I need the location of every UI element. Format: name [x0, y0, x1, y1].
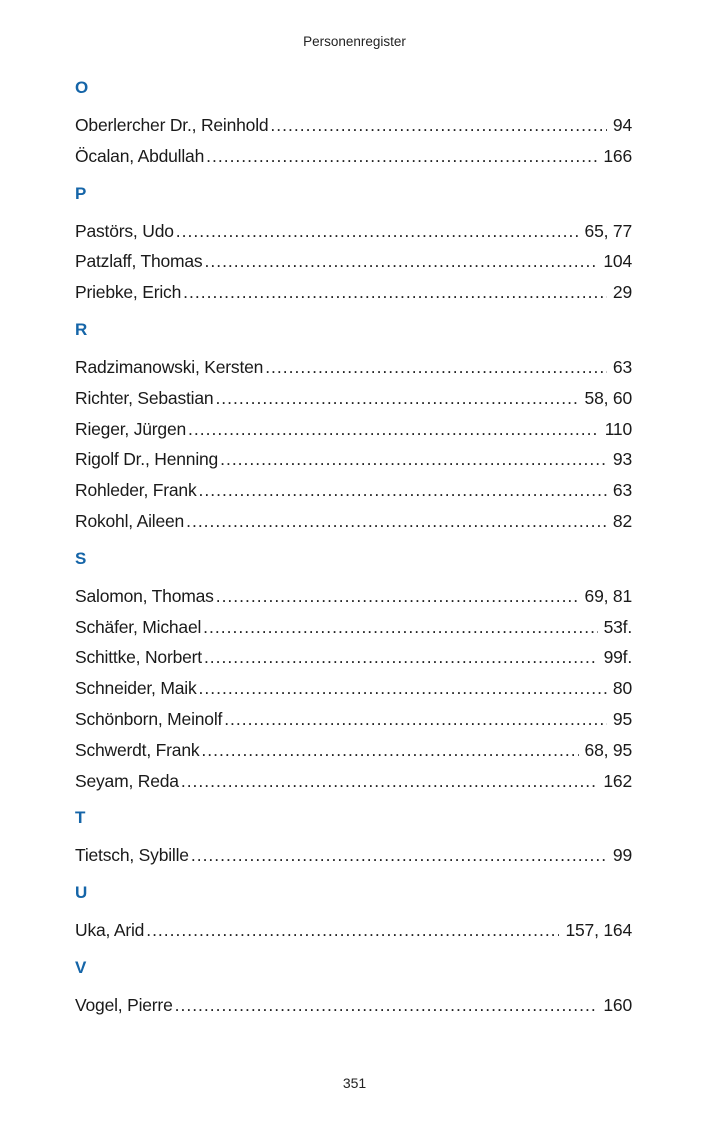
entry-pages: 63 [612, 356, 632, 377]
index-entry [75, 475, 632, 506]
index-entry [75, 704, 632, 735]
dot-leader [220, 444, 607, 475]
index-entry [75, 110, 632, 141]
index-entry [75, 352, 632, 383]
entry-pages: 58, 60 [584, 387, 632, 408]
entry-name: Richter, Sebastian [75, 387, 214, 408]
entry-name: Tietsch, Sybille [75, 845, 189, 866]
page-number: 351 [342, 1075, 367, 1091]
index-entry [75, 277, 632, 308]
index-entry [75, 990, 632, 1021]
dot-leader [216, 581, 579, 612]
entry-pages: 157, 164 [565, 920, 632, 941]
entry-name: Pastörs, Udo [75, 220, 174, 241]
entry-pages: 95 [612, 708, 632, 729]
index-entry [75, 612, 632, 643]
entry-name: Rieger, Jürgen [75, 418, 187, 439]
entry-name: Schittke, Norbert [75, 647, 202, 668]
entry-name: Radzimanowski, Kersten [75, 356, 264, 377]
entry-name: Schäfer, Michael [75, 616, 202, 637]
index-section-v [75, 956, 632, 1021]
entry-name: Uka, Arid [75, 920, 145, 941]
index-section-s [75, 547, 632, 797]
entry-name: Öcalan, Abdullah [75, 145, 205, 166]
entry-name: Salomon, Thomas [75, 585, 214, 606]
index-section-o [75, 76, 632, 172]
index-section-t [75, 806, 632, 871]
index-entry [75, 581, 632, 612]
dot-leader [203, 612, 597, 643]
index-entry [75, 766, 632, 797]
index-entry [75, 246, 632, 277]
entry-name: Priebke, Erich [75, 282, 182, 303]
entry-name: Vogel, Pierre [75, 994, 173, 1015]
entry-pages: 53f. [603, 616, 632, 637]
entry-name: Oberlercher Dr., Reinhold [75, 115, 269, 135]
index-entry [75, 444, 632, 475]
index-entry [75, 673, 632, 704]
entry-pages: 160 [603, 994, 632, 1015]
dot-leader [175, 990, 598, 1021]
entry-pages: 69, 81 [584, 585, 632, 606]
entry-name: Rohleder, Frank [75, 480, 197, 501]
running-head: Personenregister [303, 34, 406, 49]
entry-pages: 94 [612, 115, 632, 135]
section-letter: S [75, 548, 87, 568]
entry-pages: 99f. [603, 647, 632, 668]
entry-pages: 162 [603, 770, 632, 791]
entry-pages: 65, 77 [584, 220, 632, 241]
dot-leader [204, 246, 597, 277]
index-list [75, 76, 632, 1031]
section-letter: O [75, 78, 89, 97]
section-letter: P [75, 183, 87, 203]
entry-pages: 29 [612, 282, 632, 303]
index-entry [75, 506, 632, 537]
entry-name: Rokohl, Aileen [75, 510, 185, 531]
entry-name: Seyam, Reda [75, 770, 179, 791]
index-entry [75, 915, 632, 946]
section-letter: U [75, 883, 88, 903]
entry-name: Schneider, Maik [75, 678, 197, 699]
dot-leader [199, 475, 607, 506]
dot-leader [215, 383, 578, 414]
dot-leader [270, 110, 607, 141]
entry-pages: 80 [612, 678, 632, 699]
index-entry [75, 216, 632, 247]
dot-leader [191, 840, 607, 871]
dot-leader [201, 735, 578, 766]
dot-leader [176, 216, 579, 247]
index-entry [75, 383, 632, 414]
index-section-u [75, 881, 632, 946]
entry-pages: 166 [603, 145, 632, 166]
dot-leader [188, 414, 599, 445]
index-entry [75, 642, 632, 673]
dot-leader [181, 766, 598, 797]
entry-pages: 99 [612, 845, 632, 866]
index-entry [75, 735, 632, 766]
entry-name: Schönborn, Meinolf [75, 708, 223, 729]
dot-leader [204, 642, 598, 673]
entry-pages: 93 [612, 449, 632, 470]
section-letter: R [75, 319, 88, 339]
entry-pages: 82 [612, 510, 632, 531]
index-entry [75, 414, 632, 445]
index-section-p [75, 182, 632, 308]
dot-leader [146, 915, 559, 946]
entry-pages: 68, 95 [584, 739, 632, 760]
dot-leader [265, 352, 607, 383]
index-section-r [75, 318, 632, 537]
entry-name: Patzlaff, Thomas [75, 251, 203, 272]
entry-pages: 63 [612, 480, 632, 501]
dot-leader [224, 704, 607, 735]
dot-leader [199, 673, 607, 704]
entry-name: Schwerdt, Frank [75, 739, 200, 760]
entry-pages: 104 [603, 251, 632, 272]
index-entry [75, 840, 632, 871]
section-letter: T [75, 808, 86, 828]
section-letter: V [75, 957, 87, 977]
dot-leader [183, 277, 607, 308]
entry-name: Rigolf Dr., Henning [75, 449, 219, 470]
entry-pages: 110 [604, 418, 632, 439]
dot-leader [206, 141, 597, 172]
dot-leader [186, 506, 607, 537]
index-entry [75, 141, 632, 172]
